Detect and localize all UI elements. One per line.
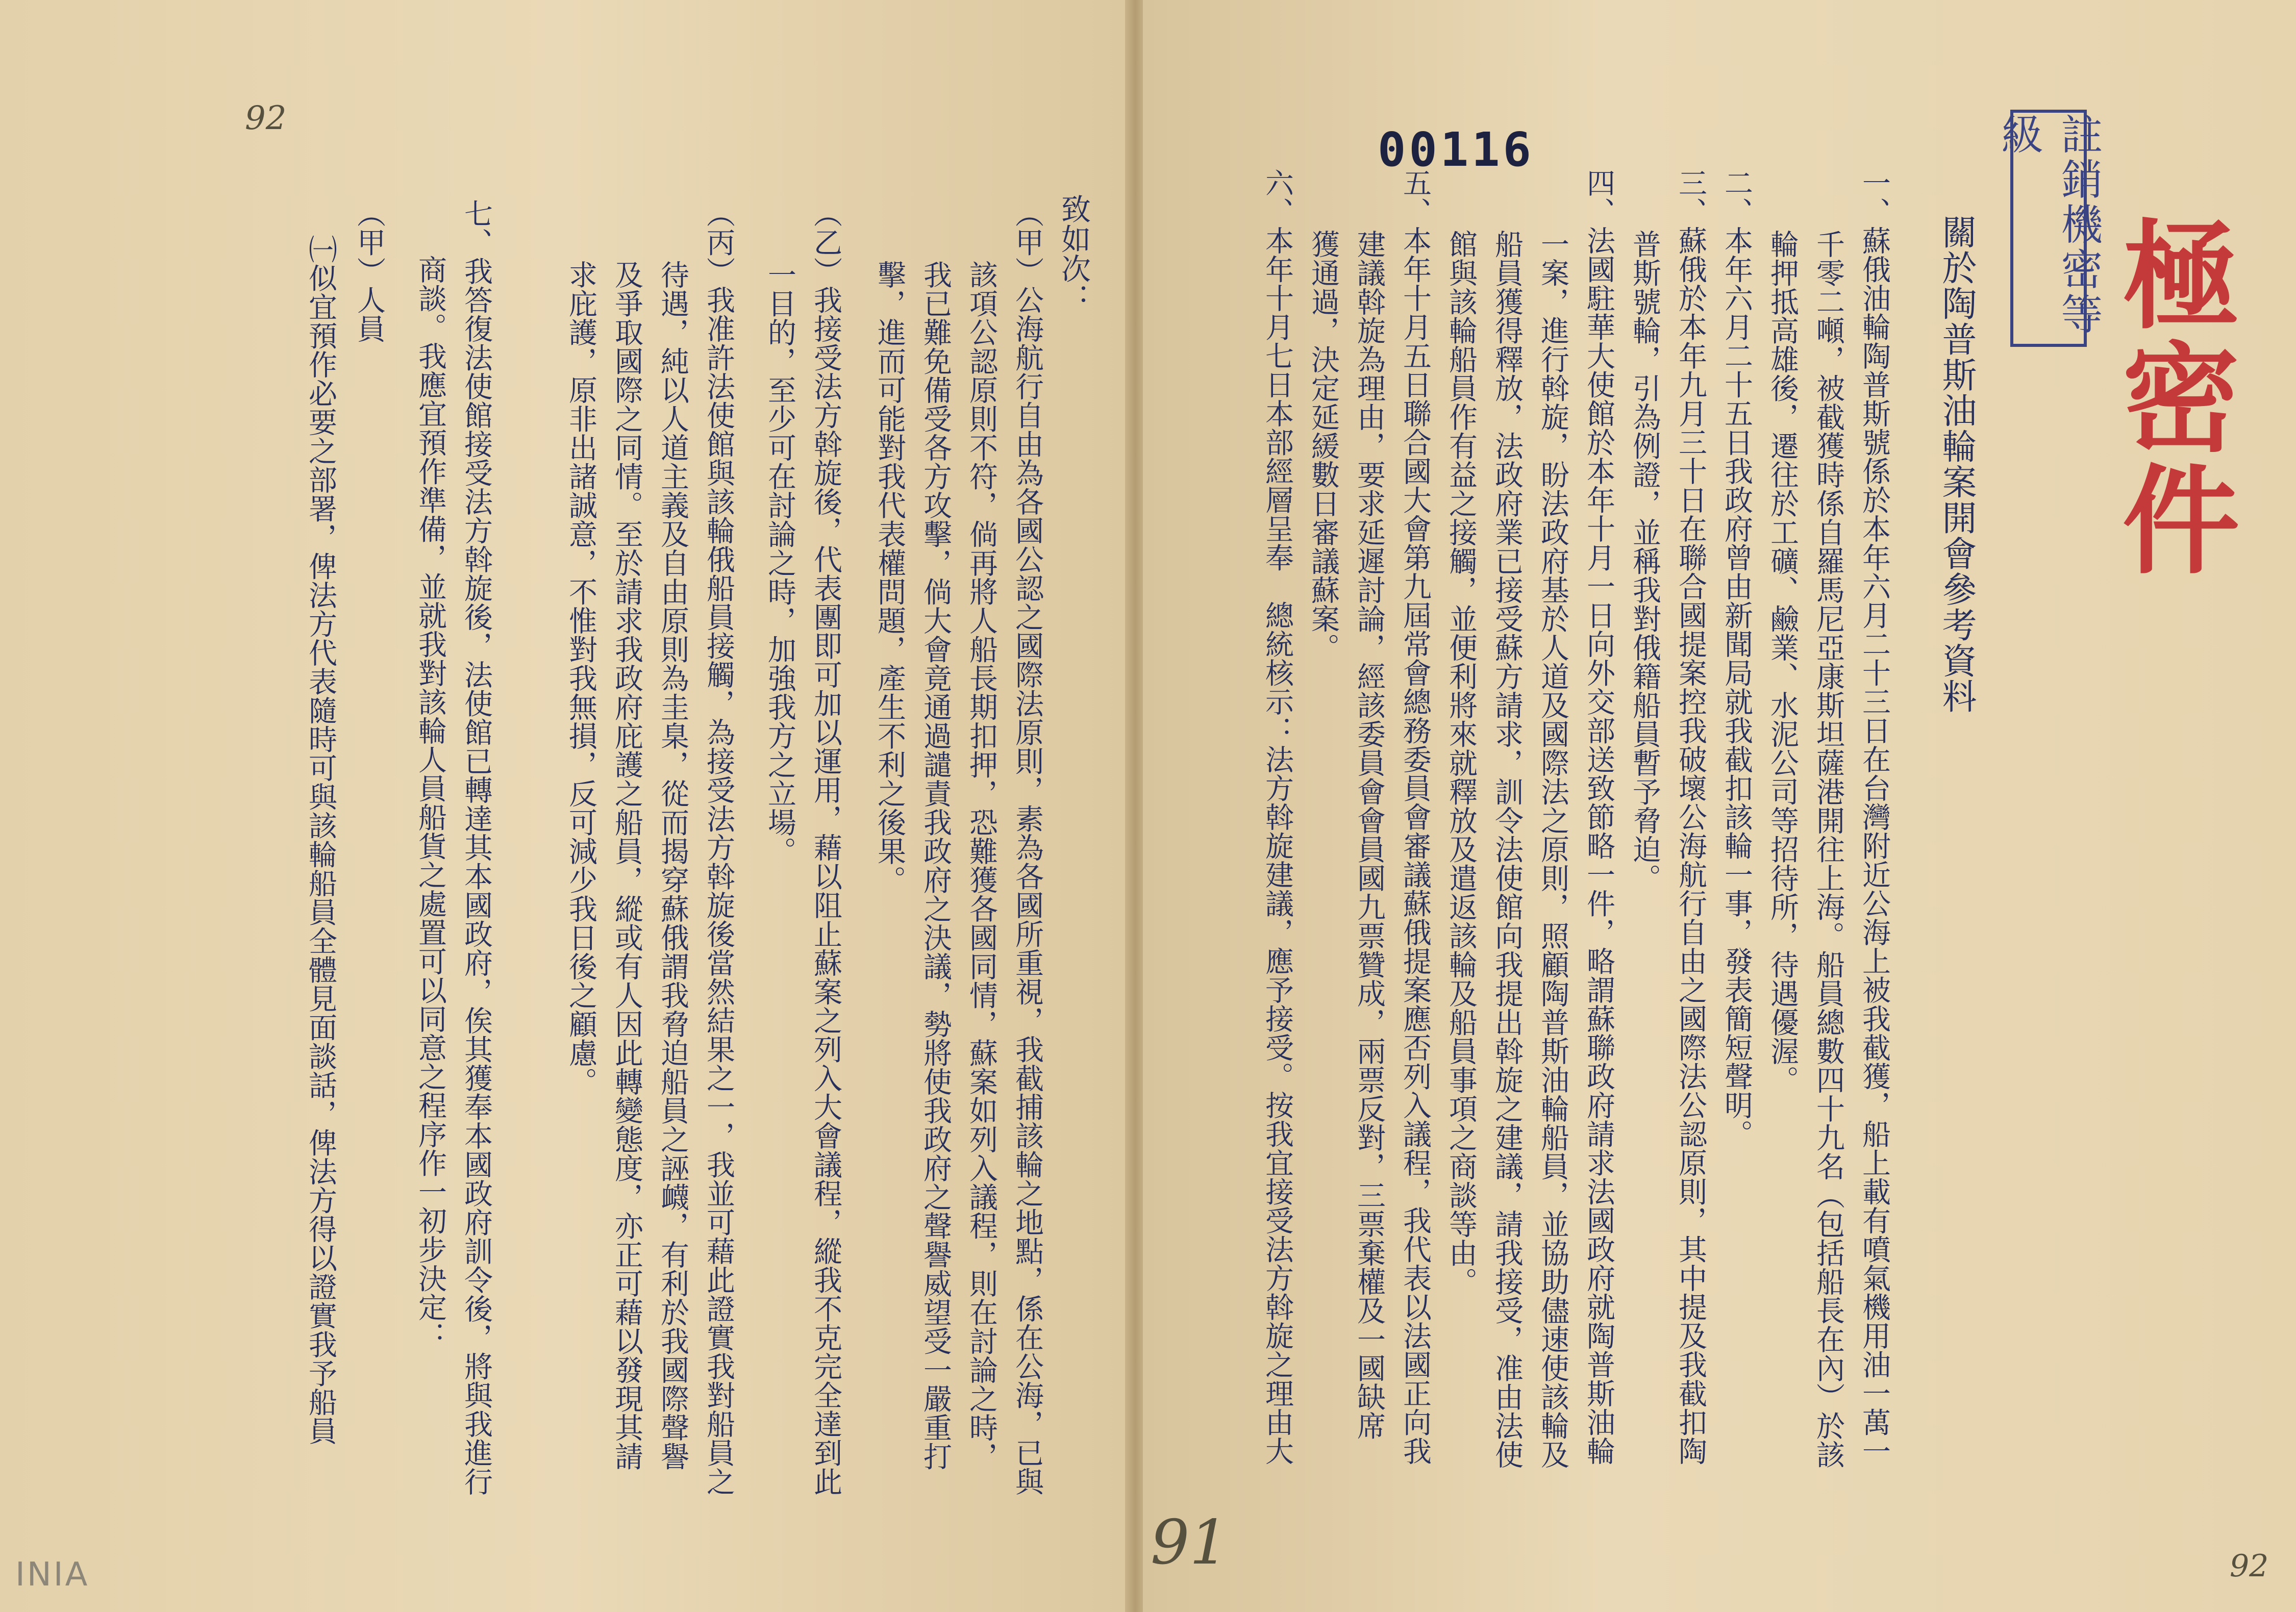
right-page-title: 關於陶普斯油輪案開會參考資料 xyxy=(1936,214,1977,714)
left-line-11: 求庇護，原非出諸誠意，不惟對我無損，反可減少我日後之顧慮。 xyxy=(564,260,597,1096)
right-line-9: 船員獲得釋放，法政府業已接受蘇方請求，訓令法使館向我提出斡旋之建議，請我接受，准由法使 xyxy=(1490,230,1524,1469)
right-line-5: 三、蘇俄於本年九月三十日在聯合國提案控我破壞公海航行自由之國際法公認原則，其中提及我截扣陶 xyxy=(1674,168,1707,1466)
right-line-11: 五、本年十月五日聯合國大會第九屆常會總務委員會審議蘇俄提案應否列入議程，我代表以法國正向我 xyxy=(1399,168,1432,1466)
page-number-bottom-center: 91 xyxy=(1151,1507,1229,1578)
left-line-2: （甲）公海航行自由為各國公認之國際法原則，素為各國所重視，我截捕該輪之地點，係在公海，已與 xyxy=(1011,199,1044,1496)
right-line-8: 一案，進行斡旋，盼法政府基於人道及國際法之原則，照顧陶普斯油輪船員，並協助儘速使該輪及 xyxy=(1536,230,1569,1469)
right-line-4: 二、本年六月二十五日我政府曾由新聞局就我截扣該輪一事，發表簡短聲明。 xyxy=(1720,168,1753,1148)
right-line-12: 建議斡旋為理由，要求延遲討論，經該委員會會員國九票贊成，兩票反對，三票棄權及一國缺席 xyxy=(1353,230,1386,1440)
confidential-stamp: 極密件 xyxy=(2102,214,2240,582)
serial-number: 00116 xyxy=(1378,122,1534,177)
left-line-12: 七、我答復法使館接受法方斡旋後，法使館已轉達其本國政府，俟其獲奉本國政府訓令後，將與我進行 xyxy=(460,199,493,1496)
right-line-14: 六、本年十月七日本部經層呈奉 總統核示：法方斡旋建議，應予接受。按我宜接受法方斡旋之理由大 xyxy=(1261,168,1294,1466)
left-line-9: 待遇，純以人道主義及自由原則為圭臬，從而揭穿蘇俄謂我脅迫船員之誣衊，有利於我國際聲譽 xyxy=(656,260,689,1471)
page-number-right-bottom: 92 xyxy=(2230,1548,2269,1584)
left-line-8: （丙）我准許法使館與該輪俄船員接觸，為接受法方斡旋後當然結果之一，我並可藉此證實我對船員之 xyxy=(702,199,735,1496)
right-line-10: 館與該輪船員作有益之接觸，並便利將來就釋放及遣返該輪及船員事項之商談等由。 xyxy=(1444,230,1478,1296)
left-line-10: 及爭取國際之同情。至於請求我政府庇護之船員，縱或有人因此轉變態度，亦正可藉以發現其請 xyxy=(610,260,643,1471)
right-line-6: 普斯號輪，引為例證，並稱我對俄籍船員暫予脅迫。 xyxy=(1628,230,1661,893)
book-spine xyxy=(1125,0,1145,1612)
left-line-6: （乙）我接受法方斡旋後，代表團即可加以運用，藉以阻止蘇案之列入大會議程，縱我不克完全達到此 xyxy=(809,199,842,1496)
left-line-15: ㈠似宜預作必要之部署，俾法方代表隨時可與該輪船員全體見面談話，俾法方得以證實我予船員 xyxy=(304,235,337,1445)
left-line-7: 一目的，至少可在討論之時，加強我方之立場。 xyxy=(763,260,796,866)
page-number-left-top: 92 xyxy=(245,99,287,137)
right-line-1: 一、蘇俄油輪陶普斯號係於本年六月二十三日在台灣附近公海上被我截獲，船上載有噴氣機用油一萬一 xyxy=(1858,168,1891,1466)
right-line-13: 獲通過，決定延緩數日審議蘇案。 xyxy=(1307,230,1340,662)
left-line-3: 該項公認原則不符，倘再將人船長期扣押，恐難獲各國同情，蘇案如列入議程，則在討論之時， xyxy=(965,260,998,1471)
right-line-2: 千零二噸，被截獲時係自羅馬尼亞康斯坦薩港開往上海。船員總數四十九名（包括船長在內）於該 xyxy=(1812,230,1845,1469)
left-line-13: 商談。我應宜預作準備，並就我對該輪人員船貨之處置可以同意之程序作一初步決定： xyxy=(414,255,447,1350)
left-line-1: 致如次： xyxy=(1056,194,1091,313)
left-line-5: 擊，進而可能對我代表權問題，產生不利之後果。 xyxy=(873,260,906,894)
left-line-4: 我已難免備受各方攻擊，倘大會竟通過譴責我政府之決議，勢將使我政府之聲譽威望受一嚴重打 xyxy=(919,260,952,1471)
classification-box xyxy=(1994,110,2103,347)
left-page xyxy=(0,0,1128,1612)
watermark-logo: INIA xyxy=(15,1556,90,1594)
right-line-7: 四、法國駐華大使館於本年十月一日向外交部送致節略一件，略謂蘇聯政府請求法國政府就陶普斯油輪 xyxy=(1582,168,1615,1466)
left-line-14: （甲）人員 xyxy=(353,199,386,343)
classification-label: 註銷機密等級 xyxy=(1994,113,2103,337)
right-line-3: 輪押抵高雄後，遷往於工礦、鹼業、水泥公司等招待所，待遇優渥。 xyxy=(1766,230,1799,1094)
